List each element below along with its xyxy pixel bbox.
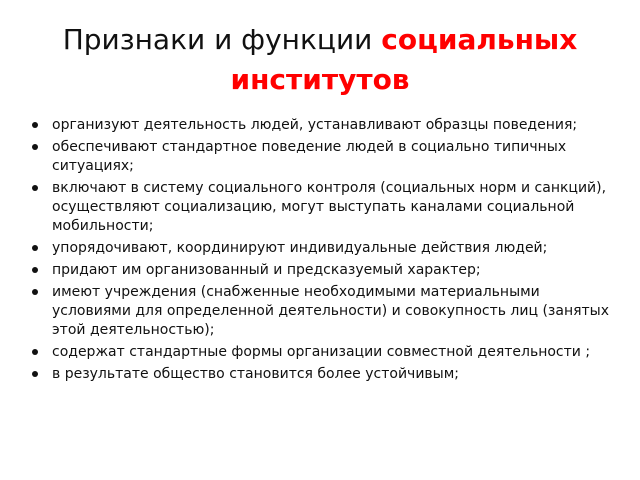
bullet-item — [30, 365, 622, 384]
bullet-item — [30, 138, 622, 176]
title-plain-text: Признаки и функции — [62, 23, 382, 56]
bullet-item — [30, 261, 622, 280]
bullet-text: имеют учреждения (снабженные необходимыми материальными условиями для определенной деятельности) и совокупность лиц (занятых этой деятельностью); — [52, 284, 610, 338]
bullet-list — [30, 116, 622, 387]
slide-title — [30, 20, 610, 100]
bullet-item — [30, 179, 622, 236]
bullet-icon — [32, 245, 38, 251]
bullet-icon — [32, 267, 38, 273]
bullet-item — [30, 283, 622, 340]
bullet-text: организуют деятельность людей, устанавливают образцы поведения; — [52, 117, 578, 133]
bullet-text: в результате общество становится более устойчивым; — [52, 366, 460, 382]
bullet-item — [30, 116, 622, 135]
bullet-icon — [32, 289, 38, 295]
title-accent-text: социальных институтов — [230, 23, 578, 96]
bullet-icon — [32, 144, 38, 150]
bullet-text: обеспечивают стандартное поведение людей в социально типичных ситуациях; — [52, 139, 567, 174]
bullet-item — [30, 239, 622, 258]
bullet-text: придают им организованный и предсказуемый характер; — [52, 262, 481, 278]
bullet-text: упорядочивают, координируют индивидуальные действия людей; — [52, 240, 548, 256]
bullet-icon — [32, 349, 38, 355]
bullet-text: включают в систему социального контроля (социальных норм и санкций), осуществляют социализацию, могут выступать каналами социальной мобильности; — [52, 180, 607, 234]
bullet-text: содержат стандартные формы организации совместной деятельности ; — [52, 344, 591, 360]
bullet-icon — [32, 122, 38, 128]
bullet-item — [30, 343, 622, 362]
bullet-icon — [32, 371, 38, 377]
bullet-icon — [32, 185, 38, 191]
